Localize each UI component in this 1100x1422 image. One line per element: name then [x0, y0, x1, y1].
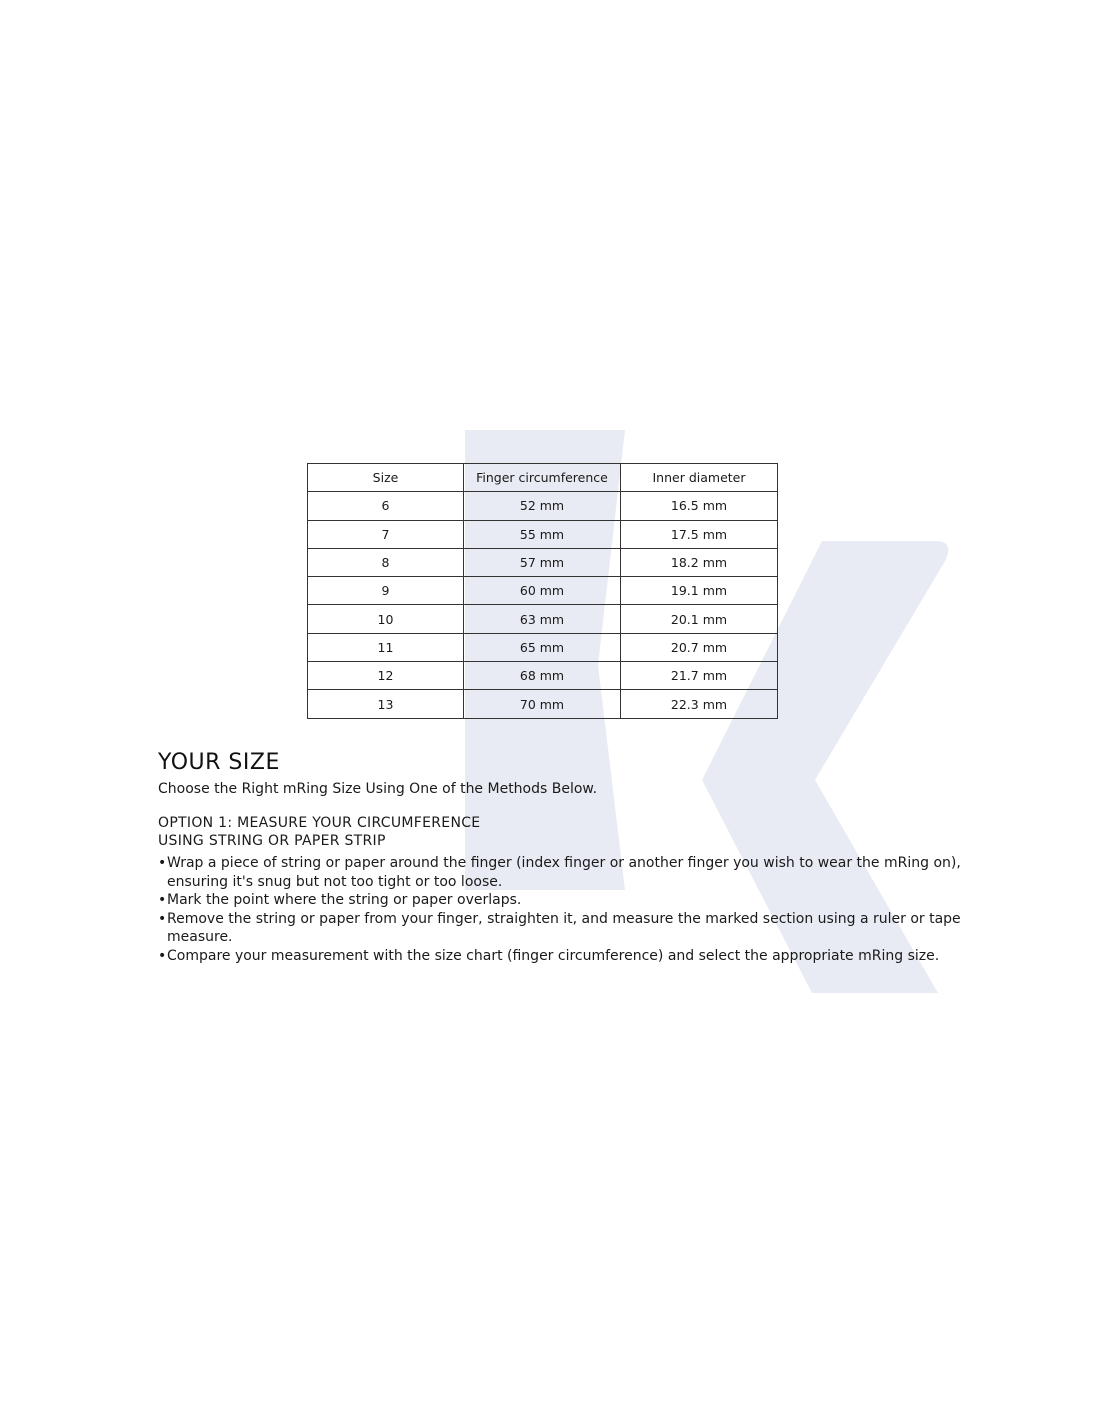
header-inner-diameter: Inner diameter — [621, 464, 778, 492]
cell-inner-diameter: 17.5 mm — [621, 520, 778, 548]
cell-size: 10 — [308, 605, 464, 633]
instruction-step: • Wrap a piece of string or paper around the finger (index finger or another finger you wish to wear the mRing on), ensuring it's snug but not too tight or too loose. — [158, 854, 988, 891]
cell-finger-circumference: 65 mm — [464, 633, 621, 661]
your-size-section — [158, 748, 988, 966]
cell-size: 11 — [308, 633, 464, 661]
table-row — [308, 492, 778, 520]
table-body — [308, 492, 778, 718]
instruction-step: • Compare your measurement with the size chart (finger circumference) and select the appropriate mRing size. — [158, 947, 988, 966]
table-row — [308, 577, 778, 605]
instruction-step: • Remove the string or paper from your finger, straighten it, and measure the marked section using a ruler or tape measure. — [158, 910, 988, 947]
cell-inner-diameter: 20.7 mm — [621, 633, 778, 661]
option-heading — [158, 814, 988, 850]
cell-size: 7 — [308, 520, 464, 548]
cell-size: 12 — [308, 662, 464, 690]
cell-inner-diameter: 20.1 mm — [621, 605, 778, 633]
header-finger-circumference: Finger circumference — [464, 464, 621, 492]
table-row — [308, 633, 778, 661]
cell-finger-circumference: 55 mm — [464, 520, 621, 548]
cell-finger-circumference: 52 mm — [464, 492, 621, 520]
cell-finger-circumference: 70 mm — [464, 690, 621, 718]
table-row — [308, 690, 778, 718]
cell-inner-diameter: 16.5 mm — [621, 492, 778, 520]
header-size: Size — [308, 464, 464, 492]
table-row — [308, 662, 778, 690]
cell-finger-circumference: 57 mm — [464, 548, 621, 576]
table-row — [308, 520, 778, 548]
cell-finger-circumference: 60 mm — [464, 577, 621, 605]
instruction-list — [158, 854, 988, 966]
cell-inner-diameter: 21.7 mm — [621, 662, 778, 690]
cell-size: 6 — [308, 492, 464, 520]
option-heading-line-2: USING STRING OR PAPER STRIP — [158, 833, 386, 849]
cell-inner-diameter: 18.2 mm — [621, 548, 778, 576]
cell-inner-diameter: 22.3 mm — [621, 690, 778, 718]
cell-size: 13 — [308, 690, 464, 718]
cell-size: 9 — [308, 577, 464, 605]
option-heading-line-1: OPTION 1: MEASURE YOUR CIRCUMFERENCE — [158, 815, 481, 831]
cell-finger-circumference: 68 mm — [464, 662, 621, 690]
page-subtitle: Choose the Right mRing Size Using One of the Methods Below. — [158, 781, 598, 797]
table-row — [308, 605, 778, 633]
page-title: YOUR SIZE — [158, 750, 280, 775]
size-chart-table — [307, 463, 778, 719]
table-header-row — [308, 464, 778, 492]
cell-size: 8 — [308, 548, 464, 576]
table-row — [308, 548, 778, 576]
cell-finger-circumference: 63 mm — [464, 605, 621, 633]
cell-inner-diameter: 19.1 mm — [621, 577, 778, 605]
instruction-step: • Mark the point where the string or paper overlaps. — [158, 891, 988, 910]
